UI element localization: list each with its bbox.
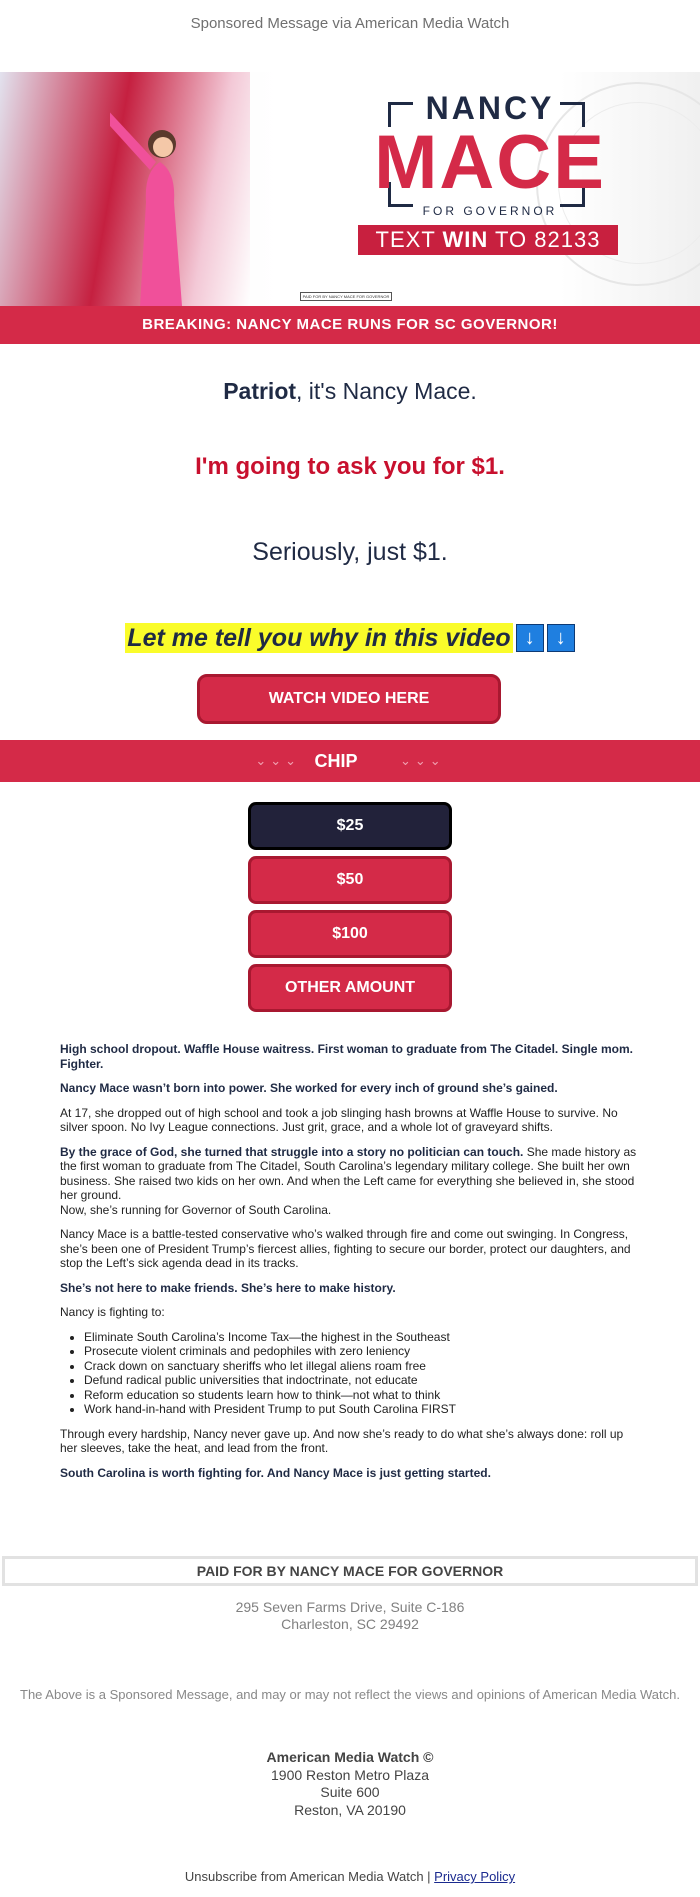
address-line: Reston, VA 20190 [294, 1801, 406, 1818]
paragraph: Through every hardship, Nancy never gave up. And now she’s ready to do what she’s always done: roll up her sleeves, take the heat, and lead from the front. [60, 1426, 624, 1455]
privacy-policy-link[interactable]: Privacy Policy [434, 1869, 516, 1884]
seriously-text: Seriously, just $1. [252, 538, 448, 566]
logo-subtitle: FOR GOVERNOR [422, 204, 558, 218]
candidate-figure-icon [110, 92, 210, 306]
footer [0, 1869, 700, 1884]
paragraph: Nancy Mace is a battle-tested conservative who’s walked through fire and come out swinging. In Congress, she’s been one of President Trump’s fiercest allies, fighting to secure our border, protect our daughters, and stop the Left’s sick agenda dead in its tracks. [60, 1227, 631, 1270]
watch-video-button[interactable]: WATCH VIDEO HERE [197, 674, 501, 724]
address-line: 1900 Reston Metro Plaza [271, 1766, 429, 1783]
paragraph [60, 1145, 642, 1218]
publisher-address [0, 1749, 700, 1819]
arrow-down-icon: ↓ [516, 624, 544, 652]
campaign-address [0, 1599, 700, 1633]
paid-disclaimer-small: PAID FOR BY NANCY MACE FOR GOVERNOR [300, 292, 392, 301]
list-item: • Reform education so students learn how to think—not what to think [84, 1388, 642, 1403]
chip-in-bar [0, 740, 700, 782]
text-keyword: WIN [442, 227, 489, 252]
arrow-down-icon: ↓ [547, 624, 575, 652]
list-item: • Work hand-in-hand with President Trump to put South Carolina FIRST [84, 1402, 642, 1417]
intro-paragraph: High school dropout. Waffle House waitress. First woman to graduate from The Citadel. Single mom. Fighter. [60, 1042, 633, 1071]
policy-list [60, 1330, 642, 1417]
paragraph: At 17, she dropped out of high school and took a job slinging hash browns at Waffle House to survive. No silver spoon. No Ivy League connections. Just grit, grace, and a whole lot of graveyard shifts. [60, 1105, 618, 1134]
list-item: • Eliminate South Carolina’s Income Tax—the highest in the Southeast [84, 1330, 642, 1345]
candidate-photo [0, 72, 250, 306]
list-item: • Defund radical public universities that indoctrinate, not educate [84, 1373, 642, 1388]
list-item: • Crack down on sanctuary sheriffs who let illegal aliens roam free [84, 1359, 642, 1374]
greeting-rest: , it's Nancy Mace. [296, 378, 477, 404]
chevron-down-icon: ⌄⌄⌄ [399, 753, 445, 768]
list-item: • Prosecute violent criminals and pedophiles with zero leniency [84, 1344, 642, 1359]
address-line: Charleston, SC 29492 [281, 1616, 419, 1632]
chevron-down-icon: ⌄⌄⌄ [255, 753, 301, 768]
video-prompt[interactable] [0, 623, 700, 653]
donate-25-button[interactable]: $25 [248, 802, 452, 850]
hero-banner[interactable] [0, 72, 700, 306]
sponsor-disclaimer: The Above is a Sponsored Message, and may or may not reflect the views and opinions of American Media Watch. [20, 1687, 680, 1702]
paragraph-bold: By the grace of God, she turned that struggle into a story no politician can touch. [60, 1144, 524, 1159]
greeting [0, 378, 700, 405]
paragraph: She’s not here to make friends. She’s here to make history. [60, 1280, 396, 1295]
chip-label: CHIP [314, 751, 358, 771]
text-prefix: TEXT [375, 227, 436, 252]
footer-separator: | [423, 1869, 435, 1884]
paid-for-box: PAID FOR BY NANCY MACE FOR GOVERNOR [2, 1556, 698, 1586]
publisher-name: American Media Watch © [266, 1749, 434, 1765]
address-line: 295 Seven Farms Drive, Suite C-186 [235, 1599, 465, 1615]
paragraph-rest: She made history as the first woman to graduate from The Citadel, South Carolina’s legendary military college. She built her own business. She raised two kids on her own. And when the Left came for everything she believed in, she stood her ground. [60, 1144, 637, 1202]
greeting-name: Patriot [223, 378, 297, 404]
campaign-logo [340, 92, 640, 218]
video-prompt-text: Let me tell you why in this video [127, 624, 511, 652]
logo-last-name: MACE [374, 120, 606, 205]
logo-first-name: NANCY [425, 90, 555, 126]
paragraph: Nancy is fighting to: [60, 1305, 165, 1319]
donate-50-button[interactable]: $50 [248, 856, 452, 904]
paragraph-line2: Now, she’s running for Governor of South Carolina. [60, 1202, 332, 1217]
sponsor-line: Sponsored Message via American Media Watch [190, 15, 510, 32]
unsubscribe-link[interactable]: Unsubscribe from American Media Watch [184, 1869, 424, 1884]
closing-paragraph: South Carolina is worth fighting for. And Nancy Mace is just getting started. [60, 1465, 491, 1480]
address-line: Suite 600 [320, 1784, 380, 1800]
donation-ask[interactable]: I'm going to ask you for $1. [195, 453, 505, 480]
letter-body [60, 1042, 642, 1490]
text-suffix: TO 82133 [494, 227, 601, 252]
breaking-banner[interactable]: BREAKING: NANCY MACE RUNS FOR SC GOVERNOR! [0, 306, 700, 344]
donate-100-button[interactable]: $100 [248, 910, 452, 958]
donate-other-button[interactable]: OTHER AMOUNT [248, 964, 452, 1012]
text-to-donate-banner[interactable] [358, 225, 618, 255]
paragraph: Nancy Mace wasn’t born into power. She worked for every inch of ground she’s gained. [60, 1081, 558, 1095]
